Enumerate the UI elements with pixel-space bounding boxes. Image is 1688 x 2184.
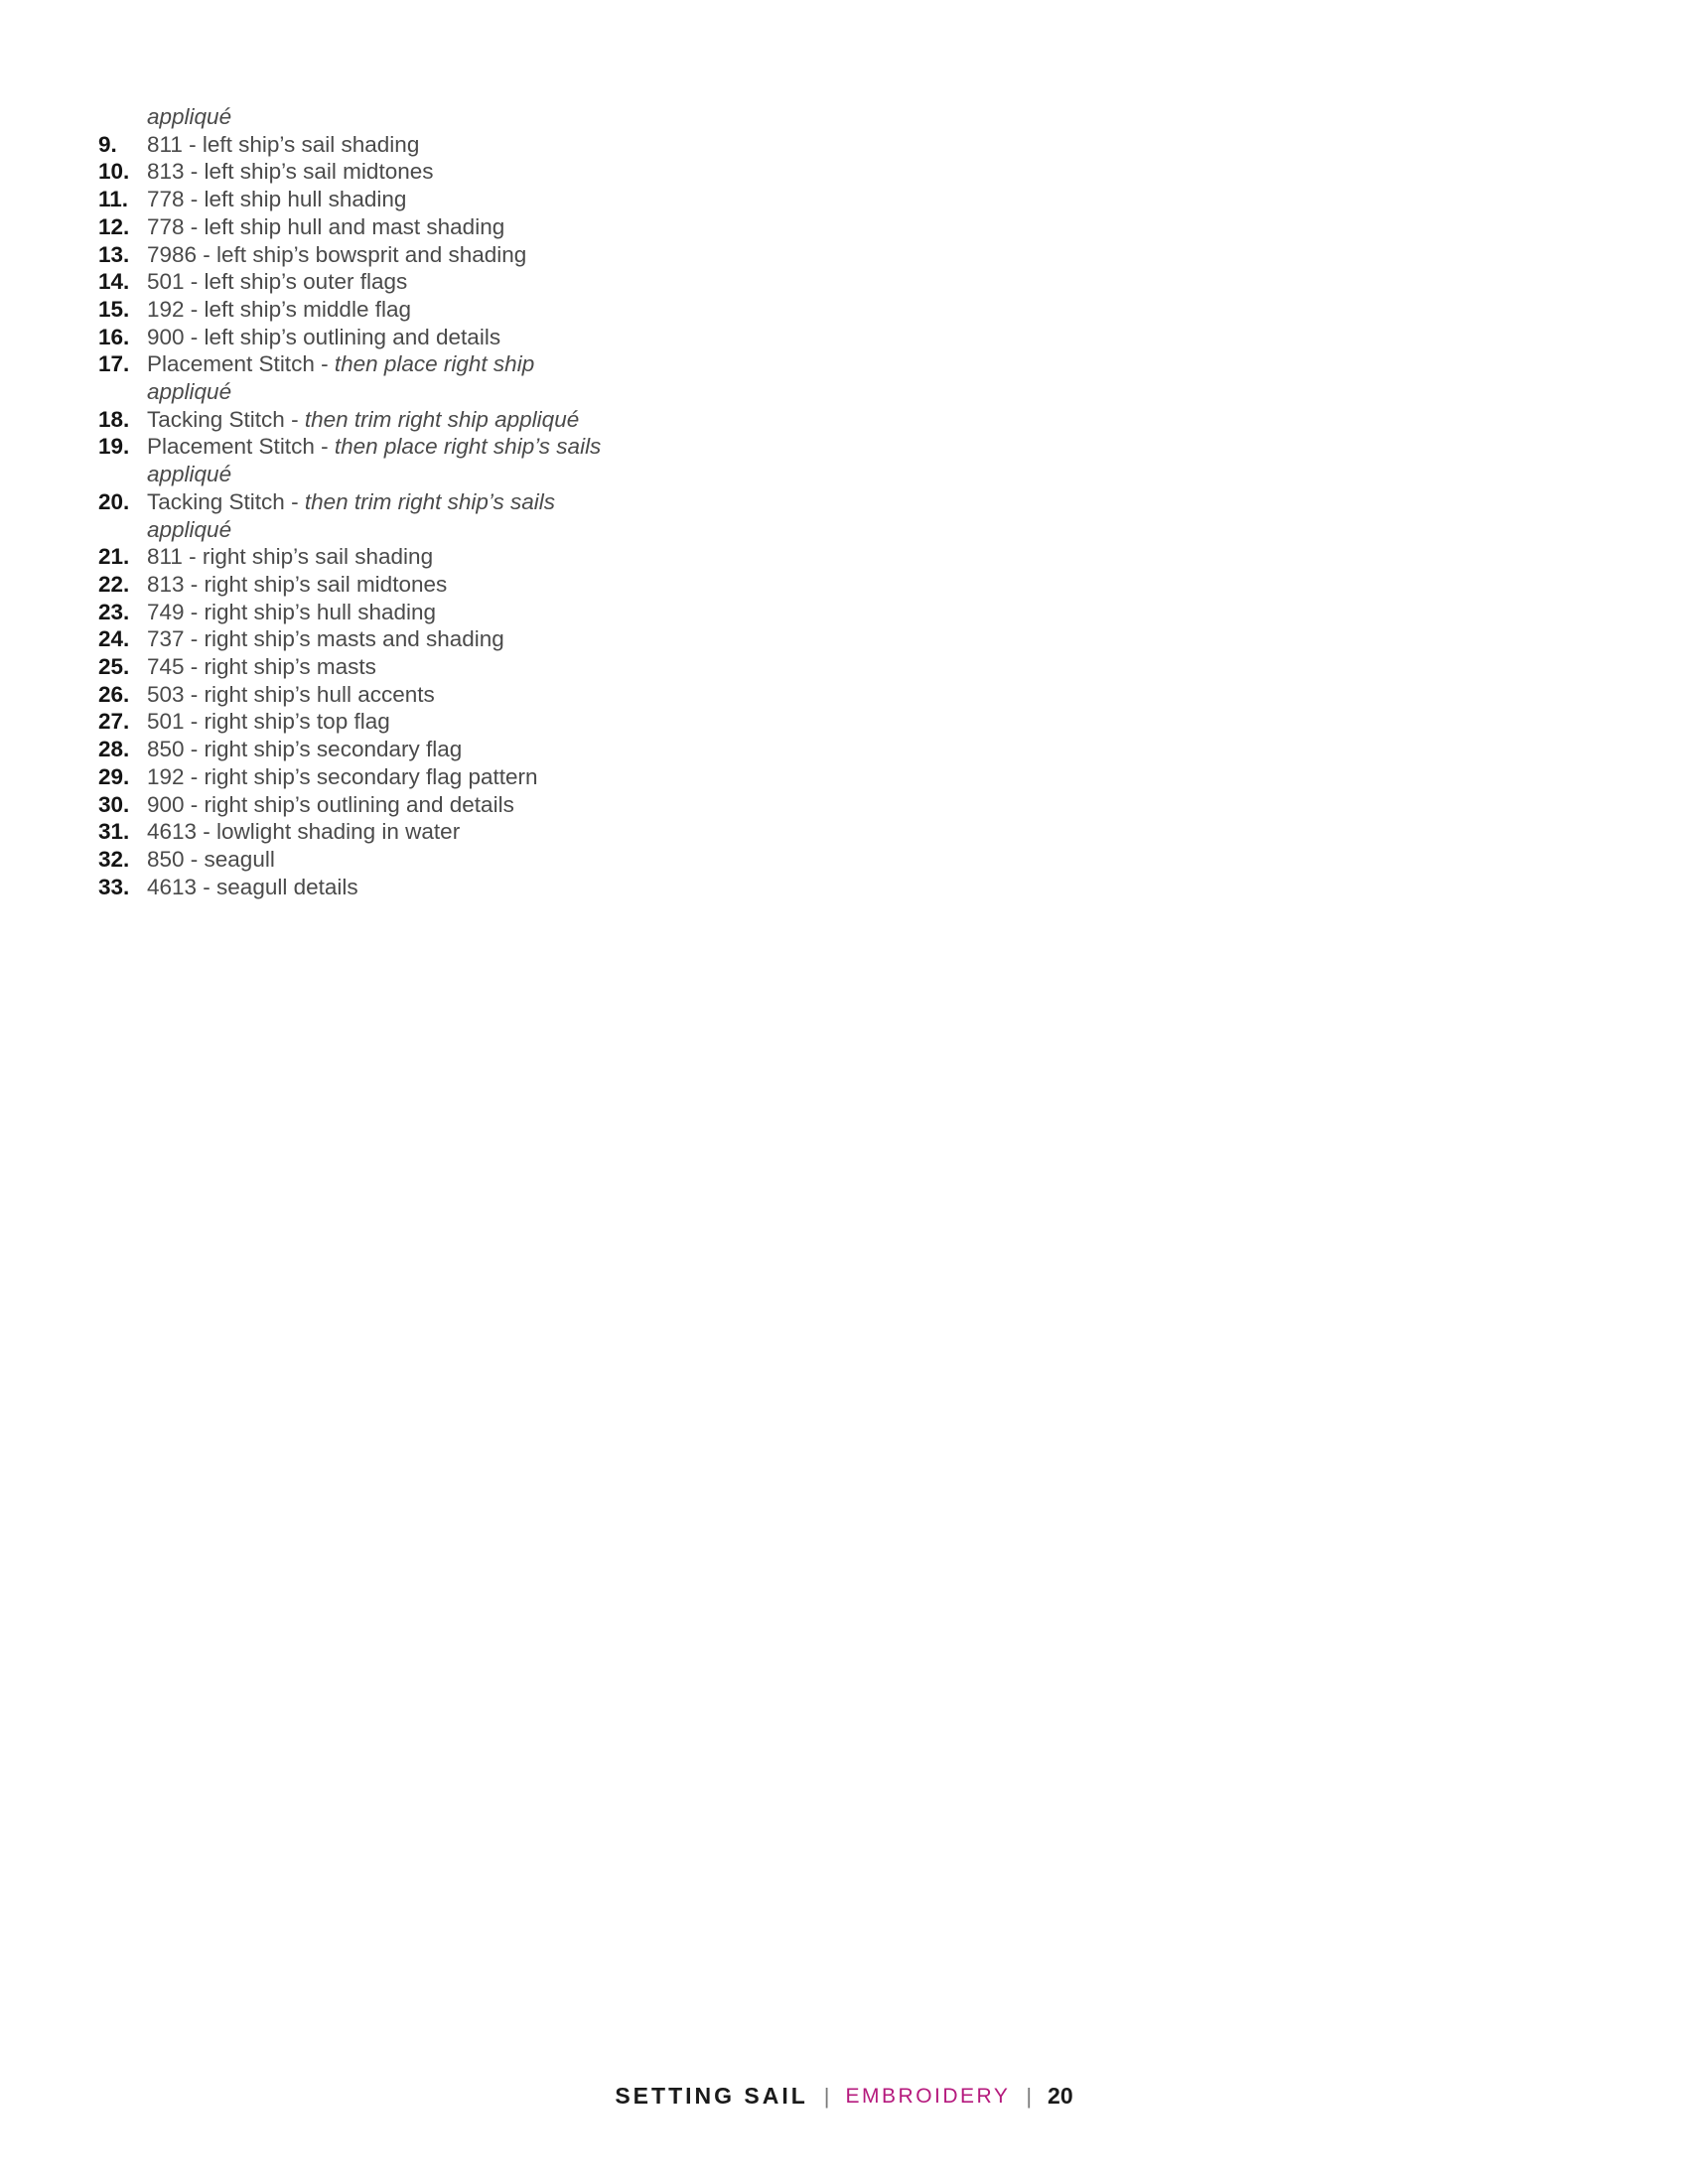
step-description: 850 - right ship’s secondary flag xyxy=(147,737,463,762)
step-number: 18. xyxy=(98,406,130,432)
list-item xyxy=(98,213,615,241)
step-number: 26. xyxy=(98,681,130,707)
stitch-steps-list xyxy=(98,103,615,900)
footer-separator: | xyxy=(1026,2083,1033,2109)
step-number: 30. xyxy=(98,791,130,817)
step-number: 20. xyxy=(98,488,130,514)
step-number: 25. xyxy=(98,654,130,680)
step-text xyxy=(147,213,615,241)
step-number: 29. xyxy=(98,763,130,789)
step-number: 16. xyxy=(98,324,130,349)
step-number: 24. xyxy=(98,626,130,652)
step-text xyxy=(147,433,615,487)
page-footer xyxy=(0,2083,1688,2110)
step-description: 501 - right ship’s top flag xyxy=(147,709,390,735)
step-number: 31. xyxy=(98,819,130,845)
list-item xyxy=(98,543,615,571)
step-description: 900 - left ship’s outlining and details xyxy=(147,324,501,349)
step-number: 9. xyxy=(98,131,117,157)
step-number: 13. xyxy=(98,241,130,267)
step-description: 811 - right ship’s sail shading xyxy=(147,544,434,570)
step-description: Tacking Stitch - xyxy=(147,406,305,432)
list-item xyxy=(98,350,615,405)
step-text xyxy=(147,241,615,269)
step-instruction: then place right ship’s sails appliqué xyxy=(147,434,602,487)
step-text xyxy=(147,708,615,736)
list-item xyxy=(98,625,615,653)
footer-content xyxy=(615,2083,1072,2110)
list-item xyxy=(98,296,615,324)
list-item xyxy=(98,846,615,874)
continued-step-text: appliqué xyxy=(147,104,232,129)
step-text xyxy=(147,186,615,213)
step-text xyxy=(147,818,615,846)
step-description: Tacking Stitch - xyxy=(147,488,305,514)
step-number: 17. xyxy=(98,351,130,377)
list-item xyxy=(98,599,615,626)
list-item xyxy=(98,708,615,736)
step-number: 32. xyxy=(98,846,130,872)
step-text xyxy=(147,350,615,405)
step-description: 745 - right ship’s masts xyxy=(147,654,376,680)
step-description: 192 - right ship’s secondary flag pattern xyxy=(147,763,538,789)
list-item xyxy=(98,241,615,269)
step-number: 19. xyxy=(98,434,130,460)
step-number: 12. xyxy=(98,213,130,239)
step-description: 813 - right ship’s sail midtones xyxy=(147,571,448,597)
step-description: 7986 - left ship’s bowsprit and shading xyxy=(147,241,527,267)
step-text xyxy=(147,543,615,571)
step-text xyxy=(147,874,615,901)
step-number: 11. xyxy=(98,187,129,212)
steps-container xyxy=(98,131,615,901)
step-text xyxy=(147,653,615,681)
list-item xyxy=(98,324,615,351)
step-description: 737 - right ship’s masts and shading xyxy=(147,626,504,652)
step-text xyxy=(147,158,615,186)
step-description: 811 - left ship’s sail shading xyxy=(147,131,420,157)
list-item xyxy=(98,681,615,709)
step-description: Placement Stitch - xyxy=(147,351,335,377)
step-description: 503 - right ship’s hull accents xyxy=(147,681,435,707)
footer-section: EMBROIDERY xyxy=(845,2084,1011,2108)
step-description: 813 - left ship’s sail midtones xyxy=(147,159,434,185)
list-item xyxy=(98,433,615,487)
step-text xyxy=(147,488,615,543)
step-number: 10. xyxy=(98,159,130,185)
list-item xyxy=(98,406,615,434)
step-description: 850 - seagull xyxy=(147,846,275,872)
step-number: 14. xyxy=(98,269,130,295)
step-text xyxy=(147,681,615,709)
list-item xyxy=(98,874,615,901)
list-item xyxy=(98,653,615,681)
step-instruction: then place right ship appliqué xyxy=(147,351,535,405)
step-text xyxy=(147,571,615,599)
step-number: 21. xyxy=(98,544,130,570)
list-item xyxy=(98,268,615,296)
list-item xyxy=(98,131,615,159)
step-instruction: then trim right ship’s sails appliqué xyxy=(147,488,555,542)
step-text xyxy=(147,406,615,434)
step-text xyxy=(147,846,615,874)
step-text xyxy=(147,791,615,819)
step-description: 4613 - seagull details xyxy=(147,874,358,899)
step-text xyxy=(147,763,615,791)
step-description: 900 - right ship’s outlining and details xyxy=(147,791,514,817)
step-number: 22. xyxy=(98,571,130,597)
list-item xyxy=(98,763,615,791)
step-number: 28. xyxy=(98,737,130,762)
step-description: 4613 - lowlight shading in water xyxy=(147,819,461,845)
step-text xyxy=(147,324,615,351)
page-number: 20 xyxy=(1048,2083,1073,2109)
step-number: 27. xyxy=(98,709,130,735)
footer-title: SETTING SAIL xyxy=(615,2083,808,2109)
list-item xyxy=(98,488,615,543)
list-item xyxy=(98,791,615,819)
step-text xyxy=(147,599,615,626)
step-description: 192 - left ship’s middle flag xyxy=(147,296,411,322)
list-item xyxy=(98,186,615,213)
step-description: 749 - right ship’s hull shading xyxy=(147,599,437,624)
step-text xyxy=(147,131,615,159)
step-description: 778 - left ship hull and mast shading xyxy=(147,213,505,239)
step-description: 778 - left ship hull shading xyxy=(147,187,407,212)
step-number: 23. xyxy=(98,599,130,624)
step-number: 33. xyxy=(98,874,130,899)
step-number: 15. xyxy=(98,296,130,322)
step-description: Placement Stitch - xyxy=(147,434,335,460)
list-item xyxy=(98,736,615,763)
step-text xyxy=(147,268,615,296)
step-text xyxy=(147,296,615,324)
footer-separator: | xyxy=(823,2083,830,2109)
step-description: 501 - left ship’s outer flags xyxy=(147,269,408,295)
list-item xyxy=(98,158,615,186)
list-item xyxy=(98,571,615,599)
step-instruction: then trim right ship appliqué xyxy=(304,406,580,432)
list-item xyxy=(98,818,615,846)
step-text xyxy=(147,625,615,653)
step-text xyxy=(147,736,615,763)
